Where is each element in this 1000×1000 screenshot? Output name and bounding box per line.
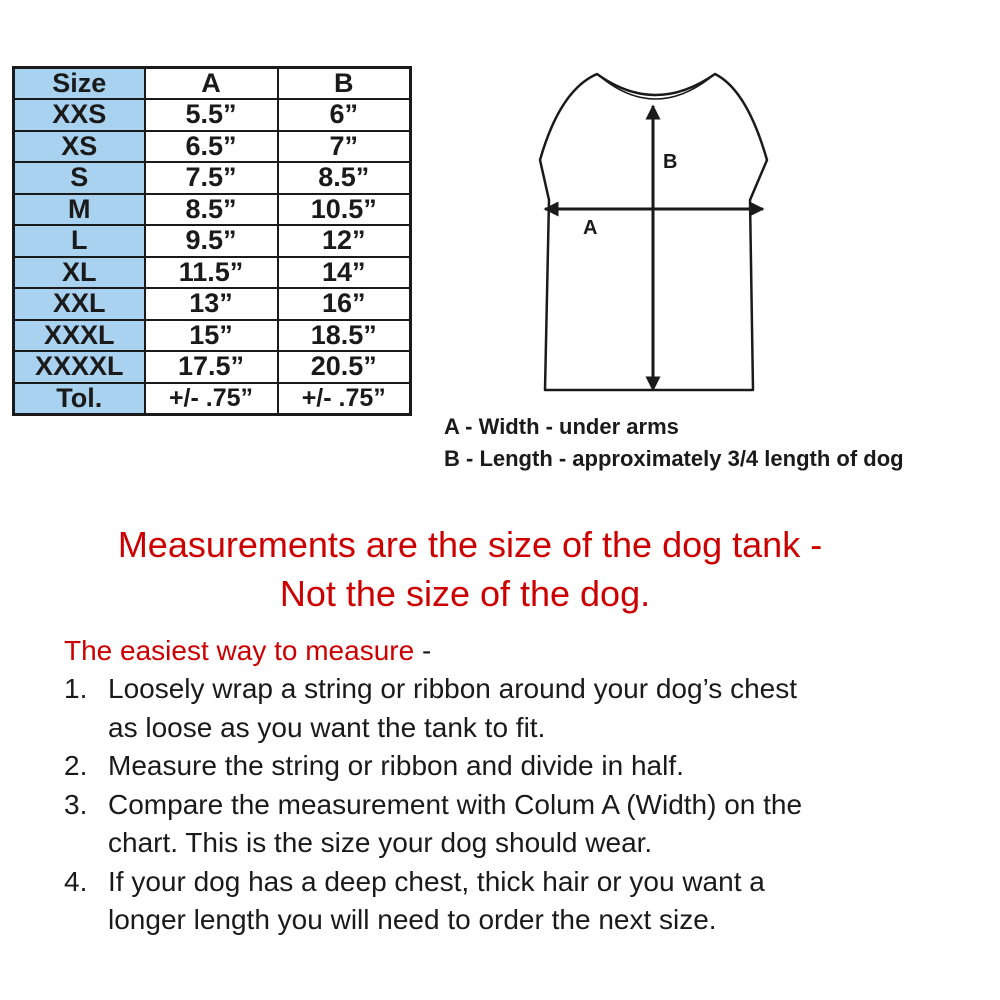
- length-cell: 6”: [278, 99, 411, 131]
- diagram-label-a: A: [583, 217, 598, 239]
- size-cell: S: [14, 162, 145, 194]
- step-number: 1.: [64, 673, 88, 704]
- size-cell: XXXXL: [14, 351, 145, 383]
- step-line: longer length you will need to order the next size.: [108, 904, 717, 935]
- diagram-label-b: B: [663, 151, 678, 173]
- legend-length: B - Length - approximately 3/4 length of dog: [444, 446, 904, 471]
- intro-suffix: -: [414, 635, 432, 666]
- step-number: 2.: [64, 750, 88, 781]
- length-cell: 20.5”: [278, 351, 411, 383]
- table-row: [14, 320, 411, 352]
- headline-line-1: Measurements are the size of the dog tank -: [117, 524, 823, 565]
- width-cell: 8.5”: [145, 194, 278, 226]
- tolerance-b: +/- .75”: [278, 383, 411, 415]
- step-number: 3.: [64, 788, 88, 820]
- table-row: [14, 257, 411, 289]
- width-cell: 17.5”: [145, 351, 278, 383]
- header-size: Size: [14, 68, 145, 100]
- length-cell: 16”: [278, 288, 411, 320]
- legend-width: A - Width - under arms: [444, 414, 679, 439]
- size-cell: L: [14, 225, 145, 257]
- step-number: 4.: [64, 865, 88, 897]
- instructions-list: [64, 670, 964, 940]
- dog-tank-diagram: [535, 68, 780, 408]
- width-cell: 13”: [145, 288, 278, 320]
- tolerance-label: Tol.: [14, 383, 145, 415]
- size-cell: XXL: [14, 288, 145, 320]
- length-cell: 10.5”: [278, 194, 411, 226]
- table-row: [14, 131, 411, 163]
- size-cell: M: [14, 194, 145, 226]
- headline-line-2: Not the size of the dog.: [279, 573, 651, 614]
- table-row: [14, 351, 411, 383]
- size-cell: XXXL: [14, 320, 145, 352]
- step-line: chart. This is the size your dog should wear.: [108, 827, 653, 858]
- table-row: [14, 194, 411, 226]
- length-cell: 12”: [278, 225, 411, 257]
- step-line: as loose as you want the tank to fit.: [108, 711, 546, 743]
- step-line: Loosely wrap a string or ribbon around your dog’s chest: [108, 673, 797, 704]
- width-cell: 6.5”: [145, 131, 278, 163]
- table-row: [14, 288, 411, 320]
- header-a: A: [145, 68, 278, 100]
- intro-highlight: The easiest way to measure: [64, 635, 415, 666]
- width-cell: 15”: [145, 320, 278, 352]
- header-b: B: [278, 68, 411, 100]
- length-cell: 14”: [278, 257, 411, 289]
- list-item: [64, 747, 964, 786]
- length-cell: 18.5”: [278, 320, 411, 352]
- table-row: [14, 162, 411, 194]
- width-cell: 5.5”: [145, 99, 278, 131]
- tolerance-a: +/- .75”: [145, 383, 278, 415]
- table-header-row: [14, 68, 411, 100]
- width-cell: 7.5”: [145, 162, 278, 194]
- size-cell: XXS: [14, 99, 145, 131]
- list-item: [64, 670, 964, 747]
- step-line: If your dog has a deep chest, thick hair or you want a: [108, 865, 765, 897]
- step-line: Compare the measurement with Colum A (Width) on the: [108, 788, 803, 820]
- size-cell: XL: [14, 257, 145, 289]
- length-cell: 7”: [278, 131, 411, 163]
- size-chart-table: [12, 66, 412, 416]
- table-row: [14, 225, 411, 257]
- width-cell: 9.5”: [145, 225, 278, 257]
- tolerance-row: [14, 383, 411, 415]
- table-row: [14, 99, 411, 131]
- width-cell: 11.5”: [145, 257, 278, 289]
- size-cell: XS: [14, 131, 145, 163]
- length-cell: 8.5”: [278, 162, 411, 194]
- step-line: Measure the string or ribbon and divide in half.: [108, 750, 684, 781]
- list-item: [64, 786, 964, 863]
- list-item: [64, 863, 964, 940]
- instructions-intro: [64, 632, 431, 670]
